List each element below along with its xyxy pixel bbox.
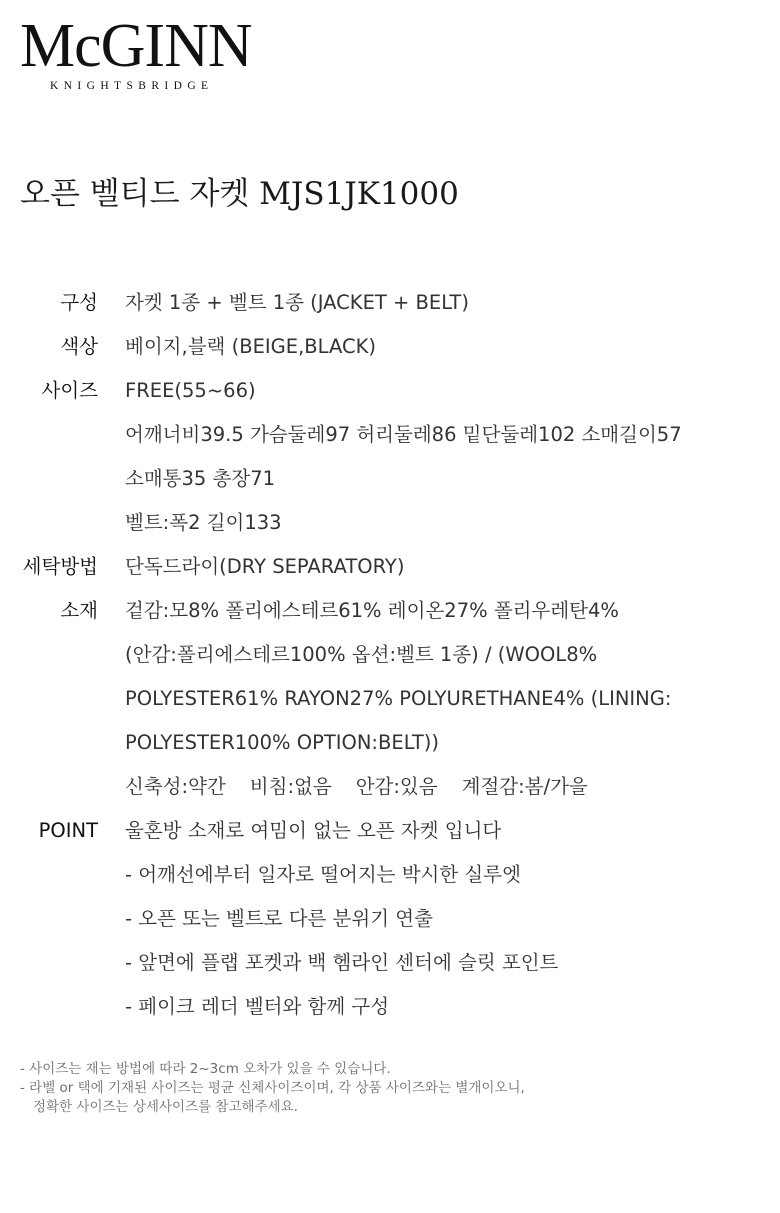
- spec-row-washing: [0, 545, 780, 589]
- spec-label: 세탁방법: [22, 555, 98, 578]
- brand-subline: KNIGHTSBRIDGE: [50, 80, 214, 92]
- spec-value: (안감:폴리에스테르100% 옵션:벨트 1종) / (WOOL8%: [125, 643, 598, 666]
- spec-label: 구성: [60, 291, 98, 314]
- spec-value: 어깨너비39.5 가슴둘레97 허리둘레86 밑단둘레102 소매길이57: [125, 423, 682, 446]
- spec-value: - 앞면에 플랩 포켓과 백 헴라인 센터에 슬릿 포인트: [125, 951, 559, 974]
- spec-row-material: [0, 589, 780, 809]
- spec-table: [0, 281, 780, 1029]
- sheer-attribute: 비침:없음: [249, 775, 332, 798]
- spec-value: POLYESTER61% RAYON27% POLYURETHANE4% (LINING:: [125, 687, 672, 710]
- spec-value: - 페이크 레더 벨터와 함께 구성: [125, 995, 390, 1018]
- material-attributes: [125, 765, 780, 809]
- spec-values: [125, 545, 780, 589]
- spec-value: 벨트:폭2 길이133: [125, 511, 282, 534]
- brand-name: McGINN: [20, 12, 252, 80]
- spec-values: [125, 325, 780, 369]
- spec-label: 색상: [60, 335, 98, 358]
- lining-attribute: 안감:있음: [355, 775, 438, 798]
- spec-values: [125, 809, 780, 1029]
- note-line: 정확한 사이즈는 상세사이즈를 참고해주세요.: [33, 1099, 298, 1115]
- note-line: - 라벨 or 택에 기재된 사이즈는 평균 신체사이즈이며, 각 상품 사이즈와는 별개이오니,: [20, 1080, 525, 1096]
- spec-row-color: [0, 325, 780, 369]
- spec-values: [125, 369, 780, 545]
- spec-values: [125, 281, 780, 325]
- note-line: - 사이즈는 재는 방법에 따라 2~3cm 오차가 있을 수 있습니다.: [20, 1061, 391, 1077]
- season-attribute: 계절감:봄/가을: [461, 775, 588, 798]
- spec-label: 사이즈: [41, 379, 98, 402]
- spec-value: 단독드라이(DRY SEPARATORY): [125, 555, 405, 578]
- spec-value: 울혼방 소재로 여밈이 없는 오픈 자켓 입니다: [125, 819, 502, 842]
- spec-label: 소재: [60, 599, 98, 622]
- spec-value: - 오픈 또는 벨트로 다른 분위기 연출: [125, 907, 433, 930]
- spec-values: [125, 589, 780, 809]
- size-notes: [20, 1060, 525, 1117]
- product-title: 오픈 벨티드 자켓 MJS1JK1000: [20, 176, 459, 212]
- spec-value: 베이지,블랙 (BEIGE,BLACK): [125, 335, 376, 358]
- spec-label: POINT: [38, 819, 98, 842]
- stretch-attribute: 신축성:약간: [125, 775, 226, 798]
- brand-logo: [20, 14, 300, 92]
- spec-row-point: [0, 809, 780, 1029]
- spec-value: 소매통35 총장71: [125, 467, 276, 490]
- spec-value: 겉감:모8% 폴리에스테르61% 레이온27% 폴리우레탄4%: [125, 599, 619, 622]
- spec-row-size: [0, 369, 780, 545]
- spec-value: - 어깨선에부터 일자로 떨어지는 박시한 실루엣: [125, 863, 521, 886]
- spec-value: POLYESTER100% OPTION:BELT)): [125, 731, 439, 754]
- spec-value: FREE(55~66): [125, 379, 256, 402]
- spec-value: 자켓 1종 + 벨트 1종 (JACKET + BELT): [125, 291, 469, 314]
- spec-row-composition: [0, 281, 780, 325]
